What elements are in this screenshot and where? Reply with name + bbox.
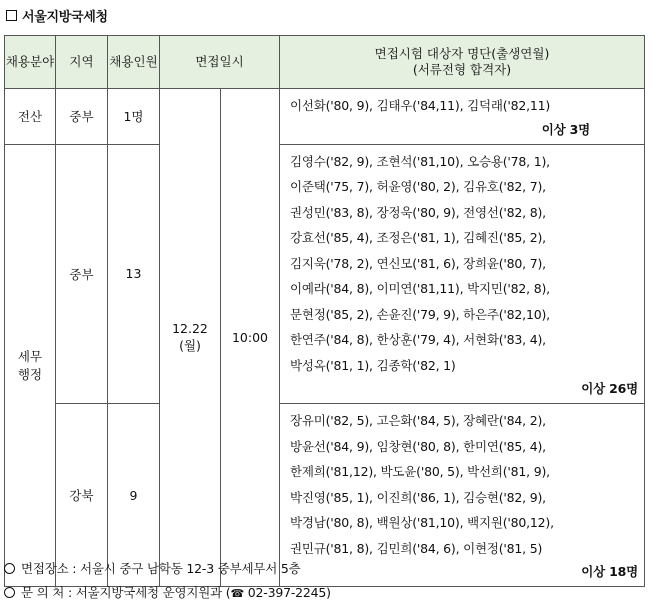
candidate-total: 이상 18명 — [581, 564, 638, 579]
contact-phone: 02-397-2245) — [247, 585, 331, 600]
candidate-list-cell — [280, 404, 645, 587]
candidate-list-cell — [280, 144, 645, 404]
square-bullet-icon — [6, 10, 17, 21]
candidate-line: 박진영('85, 1), 이진희('86, 1), 김승현('82, 9), — [290, 489, 546, 505]
header-region: 지역 — [56, 36, 108, 89]
table-row — [5, 89, 645, 145]
venue-text: 면접장소 : 서울시 중구 남학동 12-3 중부세무서 5층 — [21, 561, 301, 576]
contact-text: 문 의 처 : 서울지방국세청 운영지원과 ( — [21, 585, 231, 600]
field-cell — [5, 144, 56, 587]
count-cell: 9 — [108, 404, 160, 587]
candidate-line: 권성민('83, 8), 장정욱('80, 9), 전영선('82, 8), — [290, 204, 546, 220]
candidate-line: 박성옥('81, 1), 김종학('82, 1) — [290, 357, 456, 373]
region-cell: 강북 — [56, 404, 108, 587]
interview-schedule-table — [4, 35, 645, 587]
field-line: 세무 — [17, 349, 43, 365]
candidate-line: 한제희('81,12), 박도윤('80, 5), 박선희('81, 9), — [290, 464, 550, 479]
header-candidate-list — [280, 36, 645, 89]
candidate-total: 이상 26명 — [581, 381, 638, 396]
circle-bullet-icon — [4, 563, 15, 574]
circle-bullet-icon — [4, 587, 15, 598]
venue-note — [4, 559, 301, 577]
candidate-line: 한연주('84, 8), 한상훈('79, 4), 서현화('83, 4), — [290, 332, 546, 347]
candidate-list-cell — [280, 89, 645, 145]
candidate-line: 장유미('82, 5), 고은화('84, 5), 장혜란('84, 2), — [290, 413, 546, 428]
header-hire-count: 채용인원 — [108, 36, 160, 89]
page-title-text: 서울지방국세청 — [22, 10, 108, 25]
table-header-row — [5, 36, 645, 89]
region-cell: 중부 — [56, 144, 108, 404]
contact-note — [4, 583, 331, 601]
phone-icon: ☎ — [230, 587, 244, 600]
count-cell: 13 — [108, 144, 160, 404]
candidate-total: 이상 3명 — [541, 121, 590, 137]
candidate-line: 이준택('75, 7), 허윤영('80, 2), 김유호('82, 7), — [290, 179, 546, 194]
count-cell: 1명 — [108, 89, 160, 145]
candidate-line: 박경남('80, 8), 백원상('81,10), 백지원('80,12), — [290, 515, 554, 530]
header-list-subtitle: (서류전형 합격자) — [412, 62, 512, 77]
field-cell: 전산 — [5, 89, 56, 145]
candidate-line: 김지욱('78, 2), 연신모('81, 6), 장희윤('80, 7), — [290, 255, 546, 271]
time-cell: 10:00 — [221, 89, 280, 587]
page-title — [6, 6, 108, 25]
interview-date: 12.22 — [172, 321, 208, 336]
candidate-line: 권민규('81, 8), 김민희('84, 6), 이현정('81, 5) — [290, 540, 543, 556]
field-line: 행정 — [17, 367, 43, 383]
interview-weekday: (월) — [179, 338, 201, 353]
candidate-line: 이예라('84, 8), 이미연('81,11), 박지민('82, 8), — [290, 281, 550, 296]
candidate-line: 김영수('82, 9), 조현석('81,10), 오승용('78, 1), — [290, 153, 550, 169]
candidate-line: 방윤선('84, 9), 임창현('80, 8), 한미연('85, 4), — [290, 438, 546, 454]
table-row — [5, 144, 645, 404]
header-field: 채용분야 — [5, 36, 56, 89]
candidate-line: 이선화('80, 9), 김태우('84,11), 김덕래('82,11) — [290, 98, 551, 113]
date-cell — [160, 89, 221, 587]
region-cell: 중부 — [56, 89, 108, 145]
candidate-line: 문현정('85, 2), 손윤진('79, 9), 하은주('82,10), — [290, 306, 550, 322]
candidate-line: 강효선('85, 4), 조정은('81, 1), 김혜진('85, 2), — [290, 230, 546, 245]
header-list-title: 면접시험 대상자 명단(출생연월) — [374, 46, 550, 61]
header-datetime: 면접일시 — [160, 36, 280, 89]
